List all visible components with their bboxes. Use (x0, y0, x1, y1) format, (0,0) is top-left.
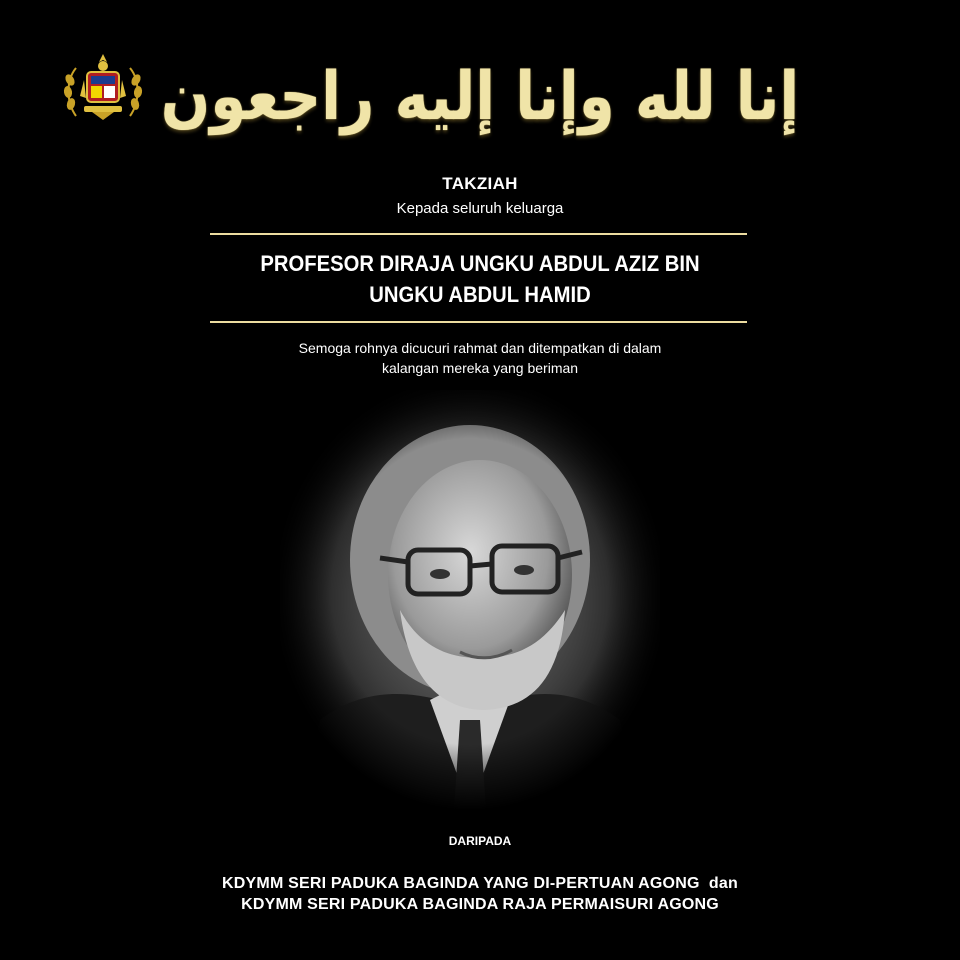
prayer-line2: kalangan mereka yang beriman (381, 360, 579, 376)
divider-bottom (210, 321, 747, 323)
sender-line2: KDYMM SERI PADUKA BAGINDA RAJA PERMAISURI AGONG (241, 896, 719, 913)
from-label: DARIPADA (448, 834, 512, 848)
takziah-title: TAKZIAH (442, 174, 518, 193)
prayer-text (0, 338, 960, 378)
takziah-subtitle: Kepada seluruh keluarga (396, 200, 564, 217)
deceased-name-line1: PROFESOR DIRAJA UNGKU ABDUL AZIZ BIN (260, 251, 700, 276)
deceased-name (38, 248, 921, 310)
sender-line1: KDYMM SERI PADUKA BAGINDA YANG DI-PERTUAN AGONG dan (222, 875, 738, 892)
prayer-line1: Semoga rohnya dicucuri rahmat dan ditempatkan di dalam (298, 340, 662, 356)
divider-top (210, 233, 747, 235)
royal-emblem-icon (62, 50, 144, 124)
portrait-photo (280, 390, 660, 810)
sender-block (0, 873, 960, 915)
deceased-name-line2: UNGKU ABDUL HAMID (369, 282, 591, 307)
arabic-calligraphy: إنا لله وإنا إليه راجعون (160, 56, 800, 136)
